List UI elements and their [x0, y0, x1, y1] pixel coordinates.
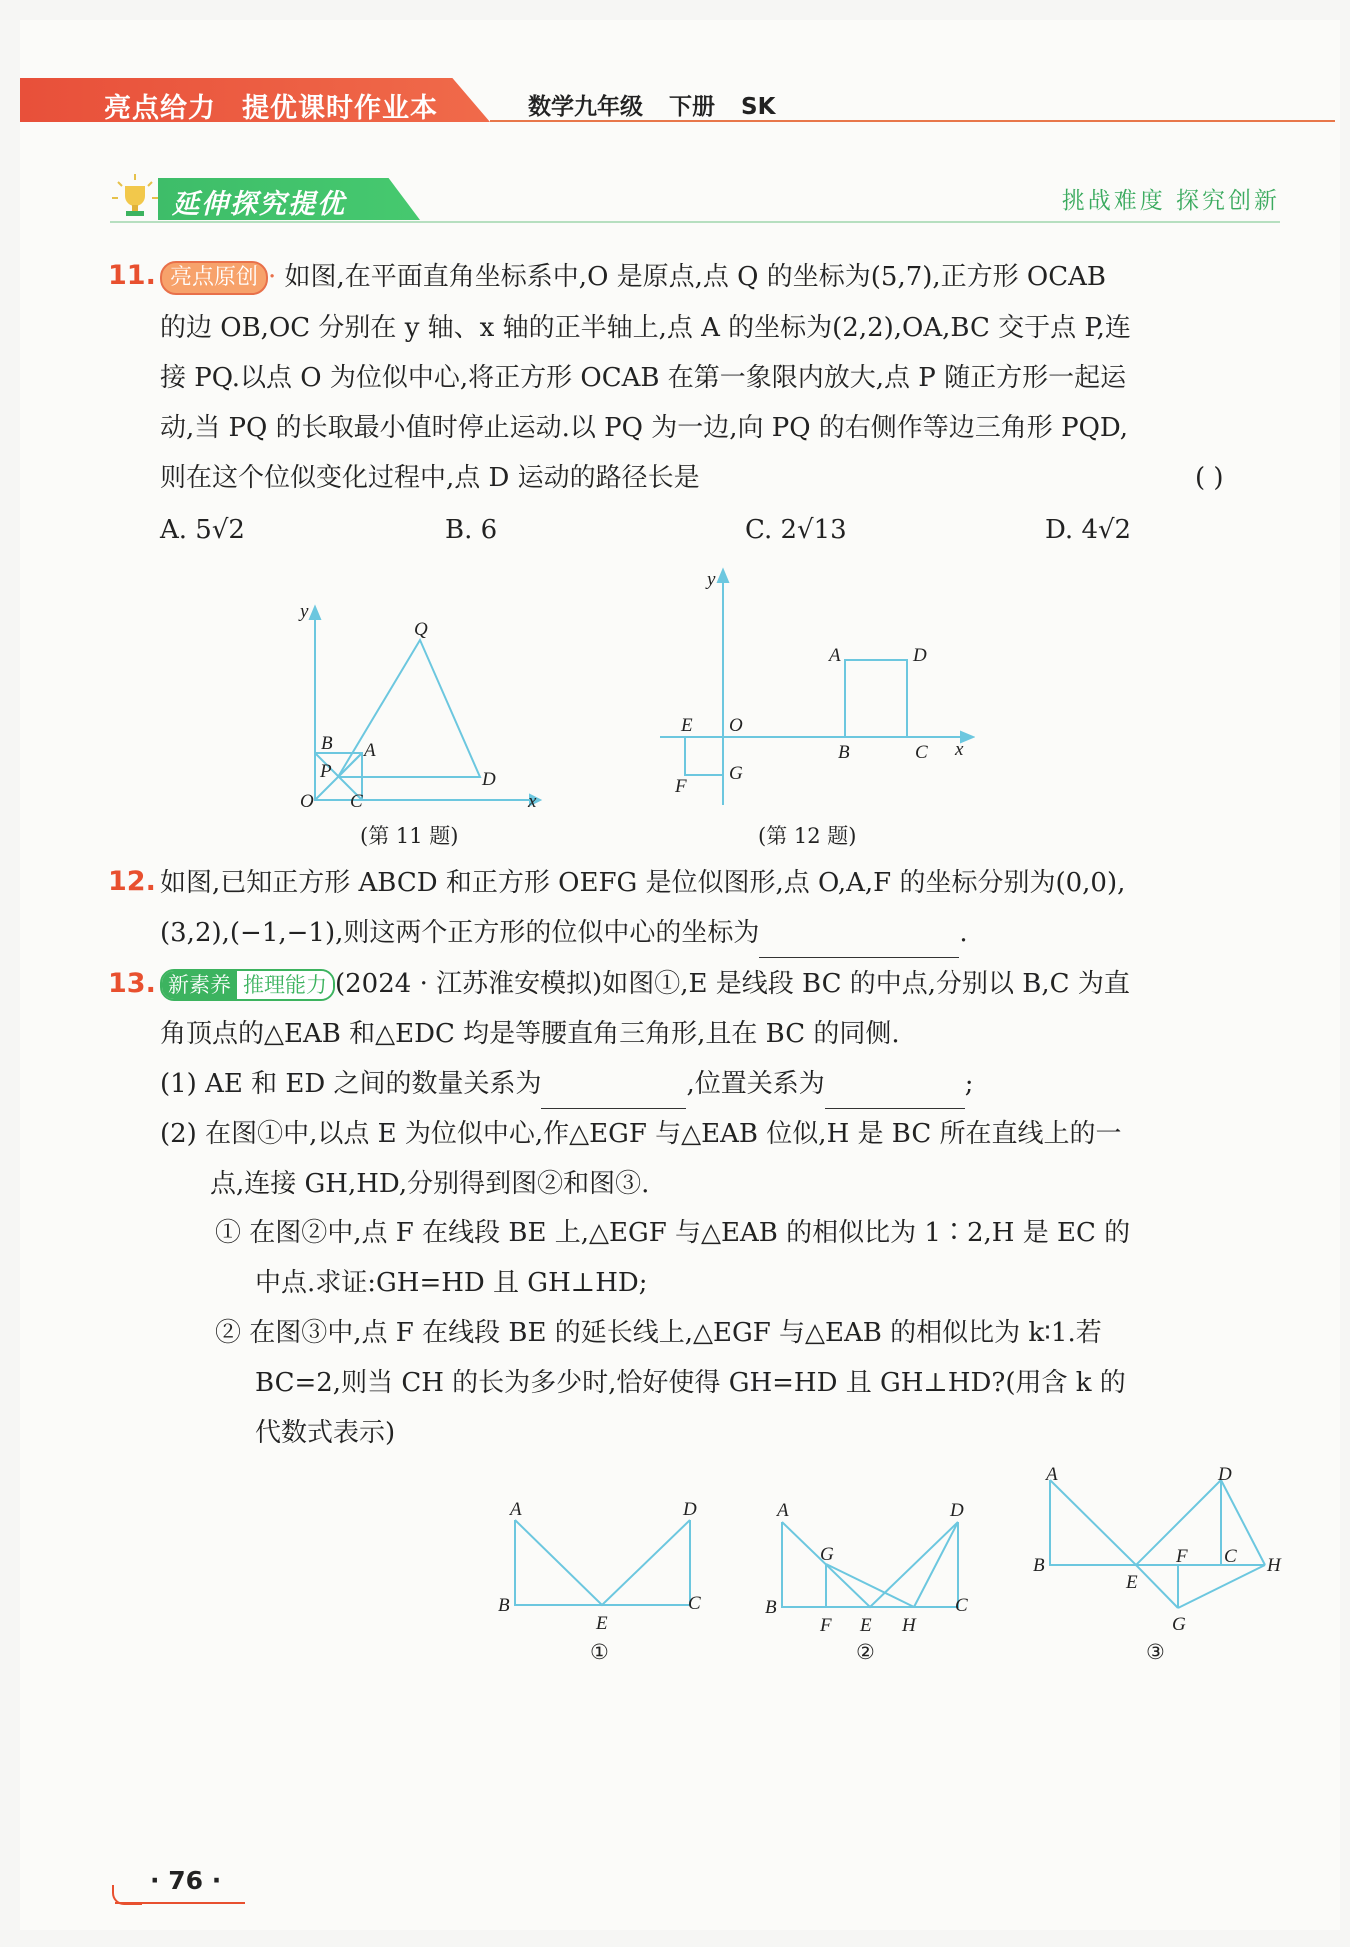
section-subtitle: 挑战难度 探究创新	[1061, 188, 1280, 214]
q13-number: 13.	[108, 968, 156, 999]
q13-c1-line-1: ① 在图②中,点 F 在线段 BE 上,△EGF 与△EAB 的相似比为 1∶2,H 是 EC 的	[215, 1218, 1131, 1248]
fig11-label-o: O	[300, 791, 314, 812]
volume: 下册	[669, 94, 715, 120]
q11-line-2: 的边 OB,OC 分别在 y 轴、x 轴的正半轴上,点 A 的坐标为(2,2),OA,BC 交于点 P,连	[160, 313, 1131, 343]
edition: SK	[741, 94, 776, 120]
fig12-label-c: C	[915, 742, 928, 763]
q11-line-5: 则在这个位似变化过程中,点 D 运动的路径长是	[160, 463, 700, 493]
figure-11	[290, 595, 550, 825]
q12-end: .	[959, 918, 968, 948]
fig13c-label-g: G	[1172, 1614, 1186, 1635]
book-name: 提优课时作业本	[242, 93, 438, 124]
q13-line-1	[160, 959, 1290, 1009]
fig13c-label-f: F	[1176, 1546, 1188, 1567]
q11-option-d: D. 4√2	[1045, 515, 1132, 545]
q13-line-2: 角顶点的△EAB 和△EDC 均是等腰直角三角形,且在 BC 的同侧.	[160, 1019, 900, 1049]
fig13b-label-c: C	[955, 1595, 968, 1616]
fig11-label-a: A	[364, 740, 376, 761]
fig13c-label-c: C	[1224, 1546, 1237, 1567]
header-banner-text	[104, 86, 464, 125]
q11-option-a: A. 5√2	[160, 515, 245, 545]
figure-13-2	[760, 1495, 985, 1645]
fig13c-label-a: A	[1046, 1464, 1058, 1485]
fig13-caption-2: ②	[856, 1640, 875, 1664]
fig13c-label-h: H	[1267, 1555, 1281, 1576]
fig12-label-o: O	[729, 715, 743, 736]
fig11-label-p: P	[320, 761, 332, 782]
fig11-label-y: y	[300, 601, 309, 622]
fig12-label-y: y	[707, 569, 716, 590]
fig13b-label-f: F	[820, 1615, 832, 1636]
q13-blank-2[interactable]	[825, 1078, 965, 1109]
fig13b-label-g: G	[820, 1544, 834, 1565]
q12-line-1: 如图,已知正方形 ABCD 和正方形 OEFG 是位似图形,点 O,A,F 的坐标分别为(0,0),	[160, 868, 1126, 898]
q11-line-4: 动,当 PQ 的长取最小值时停止运动.以 PQ 为一边,向 PQ 的右侧作等边三角形 PQD,	[160, 413, 1129, 443]
fig13b-label-b: B	[765, 1597, 777, 1618]
section-title: 延伸探究提优	[172, 189, 346, 220]
fig13-caption-1: ①	[590, 1640, 609, 1664]
fig11-label-d: D	[482, 769, 496, 790]
fig13a-label-d: D	[683, 1499, 697, 1520]
fig13a-label-b: B	[498, 1595, 510, 1616]
fig12-label-d: D	[913, 645, 927, 666]
q12-number: 12.	[108, 866, 156, 897]
fig11-label-b: B	[321, 733, 333, 754]
q11-answer-paren: ( )	[1195, 463, 1224, 493]
q11-line-3: 接 PQ.以点 O 为位似中心,将正方形 OCAB 在第一象限内放大,点 P 随正方形一起运	[160, 363, 1127, 393]
q13-sub1-text-b: ,位置关系为	[686, 1069, 825, 1099]
q13-sub1	[160, 1059, 974, 1109]
figure-13-3	[1030, 1460, 1290, 1640]
q13-c1-line-2: 中点.求证:GH=HD 且 GH⊥HD;	[255, 1268, 648, 1298]
fig13a-label-e: E	[596, 1613, 608, 1634]
fig12-label-g: G	[729, 763, 743, 784]
fig12-label-x: x	[955, 739, 964, 760]
q13-sub1-text-a: (1) AE 和 ED 之间的数量关系为	[160, 1069, 542, 1099]
footer-rule	[115, 1902, 245, 1904]
fig12-label-e: E	[681, 715, 693, 736]
page-number: · 76 ·	[150, 1866, 222, 1895]
fig13b-label-h: H	[902, 1615, 916, 1636]
fig12-label-a: A	[829, 645, 841, 666]
q11-option-c: C. 2√13	[745, 515, 847, 545]
q11-caption: (第 11 题)	[360, 824, 459, 848]
q11-text-1: 如图,在平面直角坐标系中,O 是原点,点 Q 的坐标为(5,7),正方形 OCAB	[284, 262, 1107, 292]
fig11-label-q: Q	[414, 619, 428, 640]
fig11-label-c: C	[350, 791, 363, 812]
q13-sub1-text-c: ;	[964, 1069, 974, 1099]
fig12-label-b: B	[838, 742, 850, 763]
q12-line-2	[160, 908, 968, 958]
q11-line-1: 亮点原创 · 如图,在平面直角坐标系中,O 是原点,点 Q 的坐标为(5,7),正方形 OCAB	[160, 252, 1280, 302]
section-rule	[110, 221, 1280, 223]
series-name: 亮点给力	[104, 93, 216, 124]
trophy-icon	[110, 172, 160, 222]
fig13c-label-d: D	[1218, 1464, 1232, 1485]
q11-option-b: B. 6	[445, 515, 498, 545]
q12-answer-blank[interactable]	[759, 927, 959, 958]
q13-sub2-line-1: (2) 在图①中,以点 E 为位似中心,作△EGF 与△EAB 位似,H 是 BC 所在直线上的一	[160, 1119, 1122, 1149]
figure-13-1	[490, 1495, 715, 1645]
header-rule	[490, 120, 1335, 122]
fig13-caption-3: ③	[1146, 1640, 1165, 1664]
q13-tag	[160, 969, 335, 1001]
q13-c2-line-3: 代数式表示)	[255, 1418, 396, 1448]
header-info	[528, 88, 801, 121]
fig13a-label-c: C	[688, 1593, 701, 1614]
fig13c-label-b: B	[1033, 1555, 1045, 1576]
fig13a-label-a: A	[510, 1499, 522, 1520]
q13-text-1: (2024 · 江苏淮安模拟)如图①,E 是线段 BC 的中点,分别以 B,C 为直	[335, 969, 1130, 999]
q11-number: 11.	[108, 260, 156, 291]
fig13b-label-a: A	[777, 1500, 789, 1521]
q13-tag-b: 推理能力	[237, 971, 333, 999]
fig13b-label-d: D	[950, 1500, 964, 1521]
figure-12	[655, 565, 975, 815]
q13-c2-line-2: BC=2,则当 CH 的长为多少时,恰好使得 GH=HD 且 GH⊥HD?(用含 k 的	[255, 1368, 1126, 1398]
q12-text-2: (3,2),(−1,−1),则这两个正方形的位似中心的坐标为	[160, 918, 760, 948]
q13-sub2-line-2: 点,连接 GH,HD,分别得到图②和图③.	[210, 1169, 650, 1199]
fig13c-label-e: E	[1126, 1572, 1138, 1593]
fig13b-label-e: E	[860, 1615, 872, 1636]
q13-c2-line-1: ② 在图③中,点 F 在线段 BE 的延长线上,△EGF 与△EAB 的相似比为 k∶1.若	[215, 1318, 1102, 1348]
subject: 数学九年级	[528, 94, 643, 120]
q13-blank-1[interactable]	[541, 1078, 686, 1109]
fig11-label-x: x	[528, 791, 537, 812]
q11-tag: 亮点原创	[160, 261, 268, 295]
q13-tag-a: 新素养	[162, 971, 237, 999]
q12-caption: (第 12 题)	[758, 824, 857, 848]
fig12-label-f: F	[675, 776, 687, 797]
